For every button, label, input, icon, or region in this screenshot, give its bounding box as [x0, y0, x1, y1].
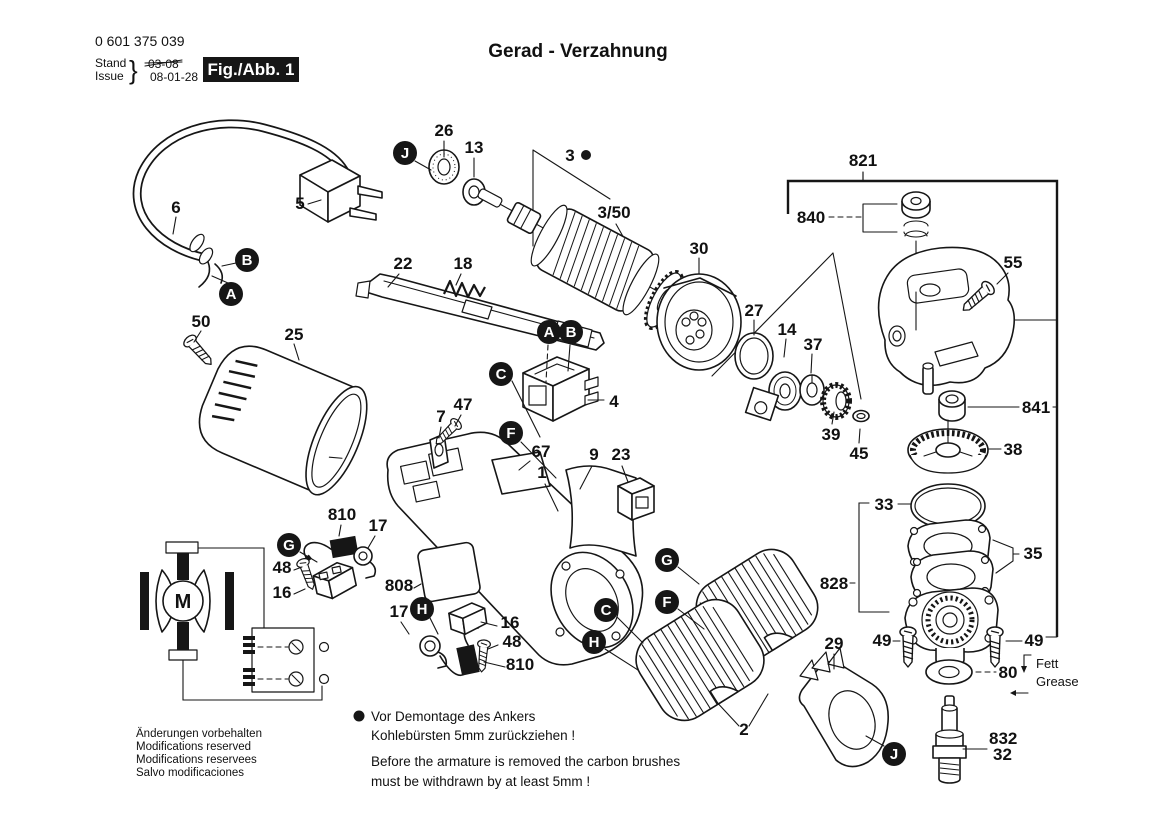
callout-810-upper: 810: [327, 505, 357, 524]
callout-7: 7: [436, 407, 446, 426]
figure-label: Fig./Abb. 1: [207, 60, 295, 79]
callout-17-lower: 17: [389, 602, 409, 621]
motor-cap-25-drawing: [188, 334, 380, 503]
header-block: [95, 33, 668, 85]
callout-6: 6: [171, 198, 181, 217]
part-number: 0 601 375 039: [95, 33, 185, 49]
callout-47: 47: [453, 395, 473, 414]
callout-35: 35: [1023, 544, 1043, 563]
page-title: Gerad - Verzahnung: [488, 41, 668, 62]
callout-22: 22: [393, 254, 413, 273]
callout-33: 33: [874, 495, 894, 514]
callout-38: 38: [1003, 440, 1023, 459]
callout-14: 14: [777, 320, 797, 339]
letter-G-brush: [277, 533, 301, 557]
pinion-39-drawing: [823, 385, 849, 417]
letter-A-switch: [537, 320, 561, 344]
baffle-30-drawing: [657, 274, 741, 370]
svg-text:H: H: [416, 601, 428, 618]
letter-H-stator: [582, 630, 606, 654]
svg-text:H: H: [588, 634, 600, 651]
letter-H-brush: [410, 597, 434, 621]
clamp-23-drawing: [618, 478, 654, 520]
gear-housing-cover-drawing: [879, 247, 1015, 394]
oring-27-drawing: [735, 333, 773, 379]
letter-C-stator: [594, 598, 618, 622]
screw-49-left-drawing: [900, 627, 916, 667]
bracket-35: [993, 540, 1019, 573]
callout-810-lower: 810: [505, 655, 535, 674]
screw-50-drawing: [182, 333, 217, 369]
motor-m-letter: M: [174, 591, 192, 613]
svg-text:A: A: [225, 286, 237, 303]
svg-text:B: B: [241, 252, 253, 269]
svg-text:F: F: [662, 594, 672, 611]
callout-13: 13: [464, 138, 484, 157]
letter-G-stator: [655, 548, 679, 572]
revision-line-4: Salvo modificaciones: [136, 767, 245, 779]
callout-5: 5: [295, 194, 305, 213]
letter-J-bearing: [393, 141, 417, 165]
callout-30: 30: [689, 239, 709, 258]
callout-49-left: 49: [872, 631, 892, 650]
bracket-840: [863, 204, 897, 232]
switch-4-drawing: [523, 357, 598, 421]
spindle-832-drawing: [933, 696, 966, 783]
callout-23: 23: [611, 445, 631, 464]
callout-39: 39: [821, 425, 841, 444]
screw-49-right-drawing: [987, 627, 1003, 667]
washer-80-drawing: [926, 660, 972, 684]
callout-50: 50: [191, 312, 211, 331]
brace-glyph: }: [129, 55, 138, 85]
letter-J-spindle: [882, 742, 906, 766]
note-en-line-2: must be withdrawn by at least 5mm !: [371, 774, 591, 789]
callout-16-lower: 16: [500, 613, 520, 632]
revision-line-1: Änderungen vorbehalten: [136, 728, 262, 740]
callout-27: 27: [744, 301, 764, 320]
callout-821: 821: [848, 151, 878, 170]
callout-832: 832: [989, 729, 1018, 748]
callout-49-right: 49: [1024, 631, 1044, 650]
svg-text:C: C: [495, 366, 507, 383]
bearing-flange-828-drawing: [905, 588, 998, 666]
callout-26: 26: [434, 121, 454, 140]
callout-67: 67: [531, 442, 551, 461]
footer-block: [136, 709, 680, 789]
grease-label-en: Grease: [1036, 674, 1079, 689]
callout-18: 18: [453, 254, 473, 273]
callout-808: 808: [384, 576, 414, 595]
callout-9: 9: [589, 445, 599, 464]
callout-45: 45: [849, 444, 869, 463]
letter-F-switch: [499, 421, 523, 445]
note-de-line-1: Vor Demontage des Ankers: [371, 709, 536, 724]
letter-B-cord: [235, 248, 259, 272]
callout-3-50: 3/50: [597, 203, 631, 222]
callout-1: 1: [537, 463, 547, 482]
issue-label: Issue: [95, 69, 124, 83]
callout-841: 841: [1021, 398, 1051, 417]
note-bullet-dot: [354, 711, 365, 722]
plug-prong: [358, 186, 382, 198]
svg-text:F: F: [506, 425, 516, 442]
bracket-828: [859, 503, 889, 612]
callout-17-upper: 17: [368, 516, 388, 535]
plug-prong: [350, 208, 376, 220]
bushing-841-drawing: [939, 391, 965, 421]
svg-text:J: J: [889, 746, 899, 763]
callout-29: 29: [824, 634, 844, 653]
svg-text:G: G: [661, 552, 673, 569]
callout-4: 4: [609, 392, 619, 411]
callout-37: 37: [803, 335, 823, 354]
callout-3: 3: [565, 146, 575, 165]
revision-line-2: Modifications reserved: [136, 741, 252, 753]
nut-45-drawing: [853, 411, 869, 422]
crown-gear-38-drawing: [908, 420, 988, 473]
callout-48-upper: 48: [272, 558, 292, 577]
callout-840: 840: [796, 208, 826, 227]
callout-55: 55: [1003, 253, 1023, 272]
revision-line-3: Modifications reservees: [136, 754, 257, 766]
letter-C-switch: [489, 362, 513, 386]
washer-37-drawing: [800, 375, 824, 405]
callout-16-upper: 16: [272, 583, 292, 602]
callout-48-lower: 48: [502, 632, 522, 651]
brush-set-upper-drawing: [296, 535, 376, 601]
stand-label: Stand: [95, 56, 127, 70]
cone-29-drawing: [799, 648, 888, 767]
svg-text:B: B: [565, 324, 577, 341]
svg-text:G: G: [283, 537, 295, 554]
callout-80: 80: [998, 663, 1018, 682]
letter-F-stator: [655, 590, 679, 614]
callout-25: 25: [284, 325, 304, 344]
armature-note-dot: [581, 150, 591, 160]
note-en-line-1: Before the armature is removed the carbon brushes: [371, 754, 681, 769]
svg-text:A: A: [543, 324, 555, 341]
plate-808-drawing: [417, 542, 481, 603]
callout-2: 2: [739, 720, 749, 739]
note-de-line-2: Kohlebürsten 5mm zurückziehen !: [371, 728, 576, 743]
letter-B-switch: [559, 320, 583, 344]
svg-text:J: J: [400, 145, 410, 162]
callout-828: 828: [819, 574, 849, 593]
stator-2-drawing: [626, 540, 828, 731]
svg-text:C: C: [600, 602, 612, 619]
grease-label-de: Fett: [1036, 656, 1059, 671]
issue-value: 08-01-28: [150, 70, 199, 84]
letter-A-cord: [219, 282, 243, 306]
stand-value: 03-08: [148, 57, 179, 71]
callout-32: 32: [993, 745, 1012, 764]
